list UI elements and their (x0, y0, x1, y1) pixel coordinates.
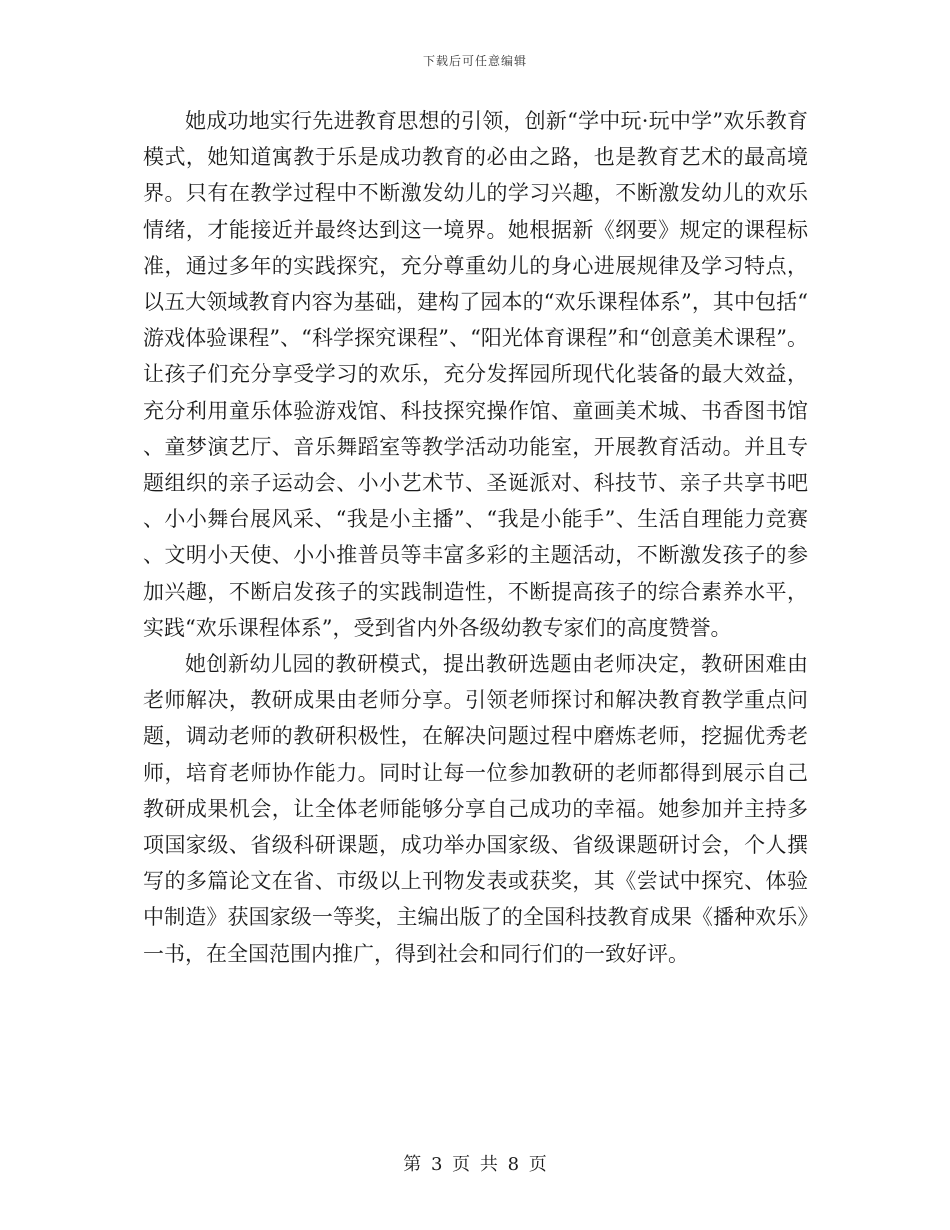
page-number-footer: 第 3 页 共 8 页 (403, 1154, 547, 1175)
paragraph-happy-education: 她成功地实行先进教育思想的引领，创新“学中玩·玩中学”欢乐教育模式，她知道寓教于乐是成功教育的必由之路，也是教育艺术的最高境界。只有在教学过程中不断激发幼儿的学习兴趣，不断激发幼儿的欢乐情绪，才能接近并最终达到这一境界。她根据新《纲要》规定的课程标准，通过多年的实践探究，充分尊重幼儿的身心进展规律及学习特点，以五大领域教育内容为基础，建构了园本的“欢乐课程体系”，其中包括“游戏体验课程”、“科学探究课程”、“阳光体育课程”和“创意美术课程”。让孩子们充分享受学习的欢乐，充分发挥园所现代化装备的最大效益，充分利用童乐体验游戏馆、科技探究操作馆、童画美术城、书香图书馆、童梦演艺厅、音乐舞蹈室等教学活动功能室，开展教育活动。并且专题组织的亲子运动会、小小艺术节、圣诞派对、科技节、亲子共享书吧、小小舞台展风采、“我是小主播”、“我是小能手”、生活自理能力竞赛、文明小天使、小小推普员等丰富多彩的主题活动，不断激发孩子的参加兴趣，不断启发孩子的实践制造性，不断提高孩子的综合素养水平，实践“欢乐课程体系”，受到省内外各级幼教专家们的高度赞誉。 (143, 109, 808, 640)
paragraph-teaching-research: 她创新幼儿园的教研模式，提出教研选题由老师决定，教研困难由老师解决，教研成果由老师分享。引领老师探讨和解决教育教学重点问题，调动老师的教研积极性，在解决问题过程中磨炼老师，挖掘优秀老师，培育老师协作能力。同时让每一位参加教研的老师都得到展示自己教研成果机会，让全体老师能够分享自己成功的幸福。她参加并主持多项国家级、省级科研课题，成功举办国家级、省级课题研讨会，个人撰写的多篇论文在省、市级以上刊物发表或获奖，其《尝试中探究、体验中制造》获国家级一等奖，主编出版了的全国科技教育成果《播种欢乐》一书，在全国范围内推广，得到社会和同行们的一致好评。 (143, 652, 808, 966)
body-text (143, 103, 808, 972)
page-header: 下载后可任意编辑 (422, 54, 527, 68)
